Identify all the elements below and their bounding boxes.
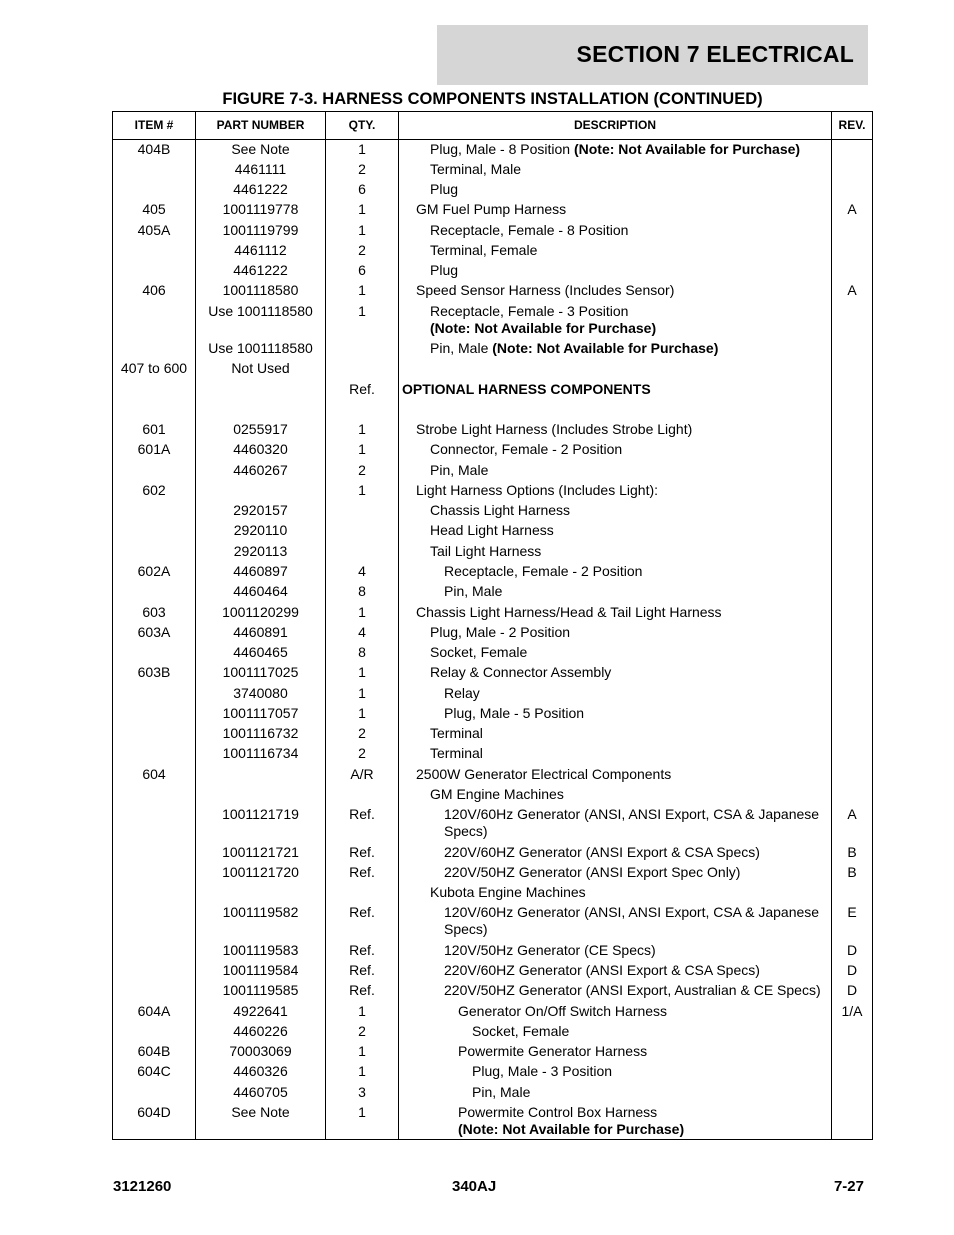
part-number: 1001118580 [222, 282, 299, 298]
description [402, 502, 858, 519]
revision: D [846, 962, 858, 978]
description-line [430, 161, 858, 178]
description [402, 303, 858, 337]
description-text: Chassis Light Harness/Head & Tail Light Harness [416, 604, 722, 620]
part-number: Use 1001118580 [208, 340, 313, 356]
section-title: SECTION 7 ELECTRICAL [576, 41, 854, 67]
description-text: 220V/50HZ Generator (ANSI Export, Australian & CE Specs) [444, 982, 821, 998]
part-number: 4460326 [233, 1063, 288, 1079]
description [402, 864, 872, 881]
description-text: Plug, Male - 5 Position [444, 705, 585, 721]
item-number: 602 [142, 482, 166, 498]
part-number: Not Used [231, 360, 290, 376]
description [402, 1003, 886, 1020]
description [402, 141, 858, 158]
description-line [416, 282, 844, 299]
description-line [444, 806, 872, 823]
description-text: Generator On/Off Switch Harness [458, 1003, 668, 1019]
description-text: Pin, Male [430, 462, 489, 478]
description [402, 745, 858, 762]
description-line [430, 340, 858, 357]
item-number: 407 to 600 [120, 360, 188, 376]
item-number: 603B [137, 664, 171, 680]
header-rev: REV. [838, 118, 866, 132]
description-text: 220V/50HZ Generator (ANSI Export Spec Only) [444, 864, 741, 880]
description-text: Relay [444, 685, 480, 701]
part-number: 4460226 [233, 1023, 288, 1039]
description-text: Terminal [430, 745, 483, 761]
header-description: DESCRIPTION [573, 118, 656, 132]
description [402, 806, 872, 840]
description [402, 644, 858, 661]
description-line [430, 262, 858, 279]
revision: E [847, 904, 857, 920]
description-text: Receptacle, Female - 2 Position [444, 563, 643, 579]
item-number: 604 [142, 766, 166, 782]
quantity: Ref. [349, 942, 375, 958]
part-number: 4460897 [233, 563, 288, 579]
description [402, 222, 858, 239]
quantity: 2 [358, 161, 366, 177]
description [402, 282, 844, 299]
description-line [444, 904, 872, 921]
quantity: 1 [358, 1104, 366, 1120]
description [402, 583, 872, 600]
description-text: Light Harness Options (Includes Light): [416, 482, 659, 498]
description-text: 120V/60Hz Generator (ANSI, ANSI Export, CSA & Japanese [444, 904, 820, 920]
footer-page-number: 7-27 [833, 1178, 864, 1195]
quantity: 1 [358, 441, 366, 457]
description-text: Plug, Male - 8 Position [430, 141, 574, 157]
header-part-number: PART NUMBER [216, 118, 305, 132]
description-text: Head Light Harness [430, 522, 554, 538]
description-line [430, 543, 858, 560]
part-number: 1001119584 [222, 962, 299, 978]
quantity: 1 [358, 482, 366, 498]
part-number: 1001119585 [222, 982, 299, 998]
quantity: Ref. [349, 962, 375, 978]
description-text: Receptacle, Female - 8 Position [430, 222, 629, 238]
item-number: 602A [137, 563, 171, 579]
description-line [430, 242, 858, 259]
description [402, 1043, 886, 1060]
description-line [458, 1104, 886, 1121]
description [402, 962, 872, 979]
description [402, 161, 858, 178]
item-number: 604C [137, 1063, 171, 1079]
part-number: 4922641 [233, 1003, 288, 1019]
quantity: 2 [358, 462, 366, 478]
description-line [430, 624, 858, 641]
quantity: 6 [358, 181, 366, 197]
description-text: Powermite Generator Harness [458, 1043, 648, 1059]
part-number: 1001121719 [222, 806, 299, 822]
part-number: 1001121721 [222, 844, 299, 860]
description-text: Connector, Female - 2 Position [430, 441, 623, 457]
quantity: 1 [358, 282, 366, 298]
part-number: 1001119582 [222, 904, 299, 920]
description-line [444, 685, 872, 702]
description [402, 543, 858, 560]
description-text: Plug [430, 262, 459, 278]
part-number: 3740080 [233, 685, 288, 701]
part-number: 4460320 [233, 441, 288, 457]
quantity: 1 [358, 1043, 366, 1059]
quantity: 4 [358, 624, 366, 640]
quantity: 2 [358, 725, 366, 741]
description-line [416, 201, 844, 218]
description-line [444, 563, 872, 580]
quantity: 1 [358, 201, 366, 217]
item-number: 601 [142, 421, 166, 437]
description [402, 725, 858, 742]
part-number: See Note [231, 141, 290, 157]
description-text: Terminal, Female [430, 242, 538, 258]
item-number: 404B [137, 141, 171, 157]
part-number: 1001116734 [222, 745, 299, 761]
revision: 1/A [841, 1003, 863, 1019]
item-number: 604D [137, 1104, 171, 1120]
description-text: Pin, Male [430, 340, 493, 356]
description-text: Terminal [430, 725, 483, 741]
part-number: 2920110 [233, 522, 288, 538]
description [402, 685, 872, 702]
part-number: 2920157 [233, 502, 288, 518]
revision: B [847, 864, 857, 880]
description-line [444, 962, 872, 979]
header-divider [113, 139, 872, 140]
revision: B [847, 844, 857, 860]
part-number: See Note [231, 1104, 290, 1120]
part-number: 1001120299 [222, 604, 299, 620]
header-item: ITEM # [134, 118, 174, 132]
description-line [430, 222, 858, 239]
description-text: GM Fuel Pump Harness [416, 201, 567, 217]
quantity: Ref. [349, 982, 375, 998]
description-line [458, 1043, 886, 1060]
part-number: 4460464 [233, 583, 288, 599]
figure-title: FIGURE 7-3. HARNESS COMPONENTS INSTALLATION (CONTINUED) [222, 90, 763, 108]
description [402, 1023, 900, 1040]
section-header-banner [437, 25, 868, 85]
part-number: 1001119583 [222, 942, 299, 958]
quantity: Ref. [349, 864, 375, 880]
part-number: 4460267 [233, 462, 288, 478]
description-text: 2500W Generator Electrical Components [416, 766, 672, 782]
description [402, 201, 844, 218]
description-text: 220V/60HZ Generator (ANSI Export & CSA Specs) [444, 844, 760, 860]
description [402, 563, 872, 580]
description [402, 705, 872, 722]
description-note: (Note: Not Available for Purchase) [492, 340, 719, 356]
quantity: 1 [358, 303, 366, 319]
revision: A [847, 282, 857, 298]
quantity: Ref. [349, 904, 375, 920]
description-line [416, 421, 844, 438]
quantity: 4 [358, 563, 366, 579]
description [402, 482, 844, 499]
item-number: 604B [137, 1043, 171, 1059]
description-text: Pin, Male [444, 583, 503, 599]
description [402, 1084, 900, 1101]
description-line [430, 462, 858, 479]
description [402, 624, 858, 641]
part-number: 1001116732 [222, 725, 299, 741]
part-number: 4461222 [233, 181, 288, 197]
description-line [472, 1063, 900, 1080]
description-line [430, 664, 858, 681]
description-line [444, 982, 872, 999]
description-text: Socket, Female [472, 1023, 570, 1039]
description-text: 220V/60HZ Generator (ANSI Export & CSA Specs) [444, 962, 760, 978]
quantity: 1 [358, 604, 366, 620]
quantity: 1 [358, 141, 366, 157]
item-number: 405A [137, 222, 171, 238]
description [402, 904, 872, 938]
parts-table [112, 111, 873, 1140]
description-line [430, 181, 858, 198]
quantity: 8 [358, 583, 366, 599]
part-number: 4461111 [234, 161, 287, 177]
description-line [430, 502, 858, 519]
description [402, 844, 872, 861]
description-line-2: Specs) [444, 823, 488, 839]
description [402, 462, 858, 479]
quantity: 2 [358, 745, 366, 761]
description-text: GM Engine Machines [430, 786, 564, 802]
quantity: 1 [358, 1063, 366, 1079]
description-text: Plug, Male - 2 Position [430, 624, 571, 640]
description-line [444, 705, 872, 722]
description [402, 942, 872, 959]
description-line [416, 766, 844, 783]
description [402, 664, 858, 681]
description-line [444, 583, 872, 600]
quantity: Ref. [349, 844, 375, 860]
quantity: 8 [358, 644, 366, 660]
quantity: 2 [358, 1023, 366, 1039]
part-number: 4460705 [233, 1084, 288, 1100]
part-number: 1001117025 [222, 664, 299, 680]
description-text: Powermite Control Box Harness [458, 1104, 658, 1120]
quantity: 1 [358, 685, 366, 701]
part-number: 1001121720 [222, 864, 299, 880]
description-text: Plug, Male - 3 Position [472, 1063, 613, 1079]
description [402, 262, 858, 279]
description-text: Socket, Female [430, 644, 528, 660]
description [402, 381, 830, 398]
part-number: Use 1001118580 [208, 303, 313, 319]
description-line [458, 1003, 886, 1020]
revision: A [847, 806, 857, 822]
description-text: Kubota Engine Machines [430, 884, 586, 900]
description-text: Relay & Connector Assembly [430, 664, 612, 680]
quantity: 1 [358, 664, 366, 680]
part-number: 4461222 [233, 262, 288, 278]
description [402, 242, 858, 259]
quantity: 1 [358, 1003, 366, 1019]
item-number: 406 [142, 282, 166, 298]
description [402, 604, 844, 621]
revision: D [846, 982, 858, 998]
description [402, 181, 858, 198]
description-line [430, 786, 858, 803]
description-line [430, 884, 858, 901]
description-line [430, 522, 858, 539]
description-note: (Note: Not Available for Purchase) [573, 141, 801, 157]
quantity: 6 [358, 262, 366, 278]
description-line [430, 441, 858, 458]
description-text: Pin, Male [472, 1084, 531, 1100]
description-line [402, 381, 830, 398]
description-line [430, 303, 858, 320]
description [402, 884, 858, 901]
description [402, 766, 844, 783]
quantity: 1 [358, 222, 366, 238]
revision: A [847, 201, 857, 217]
description-line-2: (Note: Not Available for Purchase) [458, 1121, 685, 1137]
description-line-2: (Note: Not Available for Purchase) [430, 320, 657, 336]
description-note: OPTIONAL HARNESS COMPONENTS [402, 381, 651, 397]
item-number: 603A [137, 624, 171, 640]
description [402, 441, 858, 458]
revision: D [846, 942, 858, 958]
item-number: 601A [137, 441, 171, 457]
part-number: 0255917 [233, 421, 288, 437]
part-number: 70003069 [229, 1043, 292, 1059]
description [402, 1063, 900, 1080]
item-number: 604A [137, 1003, 171, 1019]
description [402, 1104, 886, 1138]
quantity: 2 [358, 242, 366, 258]
quantity: 3 [358, 1084, 366, 1100]
description-text: Chassis Light Harness [430, 502, 571, 518]
description [402, 421, 844, 438]
description-line [430, 141, 858, 158]
part-number: 1001119799 [222, 222, 299, 238]
header-qty: QTY. [348, 118, 376, 132]
description-line [416, 482, 844, 499]
description-line [444, 864, 872, 881]
quantity: 1 [358, 421, 366, 437]
description-line [444, 844, 872, 861]
description-line [444, 942, 872, 959]
quantity: Ref. [349, 381, 375, 397]
footer-model: 340AJ [452, 1178, 497, 1195]
part-number: 2920113 [233, 543, 288, 559]
quantity: Ref. [349, 806, 375, 822]
description-text: Tail Light Harness [430, 543, 542, 559]
description [402, 522, 858, 539]
column-divider [398, 112, 399, 1139]
quantity: A/R [350, 766, 374, 782]
part-number: 4460465 [233, 644, 288, 660]
part-number: 4460891 [233, 624, 288, 640]
description-text: Strobe Light Harness (Includes Strobe Light) [416, 421, 693, 437]
description-line [430, 725, 858, 742]
description-line [416, 604, 844, 621]
description-line-2: Specs) [444, 921, 488, 937]
part-number: 1001117057 [222, 705, 299, 721]
item-number: 603 [142, 604, 166, 620]
description-text: Speed Sensor Harness (Includes Sensor) [416, 282, 675, 298]
description-line [472, 1023, 900, 1040]
description-text: 120V/60Hz Generator (ANSI, ANSI Export, CSA & Japanese [444, 806, 820, 822]
description-line [430, 745, 858, 762]
description-line [472, 1084, 900, 1101]
description-text: Plug [430, 181, 459, 197]
description-text: Terminal, Male [430, 161, 522, 177]
quantity: 1 [358, 705, 366, 721]
description-text: Receptacle, Female - 3 Position [430, 303, 629, 319]
description [402, 786, 858, 803]
description [402, 982, 872, 999]
description [402, 340, 858, 357]
description-text: 120V/50Hz Generator (CE Specs) [444, 942, 656, 958]
footer-doc-number: 3121260 [113, 1178, 172, 1195]
item-number: 405 [142, 201, 166, 217]
description-line [430, 644, 858, 661]
part-number: 4461112 [234, 242, 287, 258]
part-number: 1001119778 [222, 201, 299, 217]
